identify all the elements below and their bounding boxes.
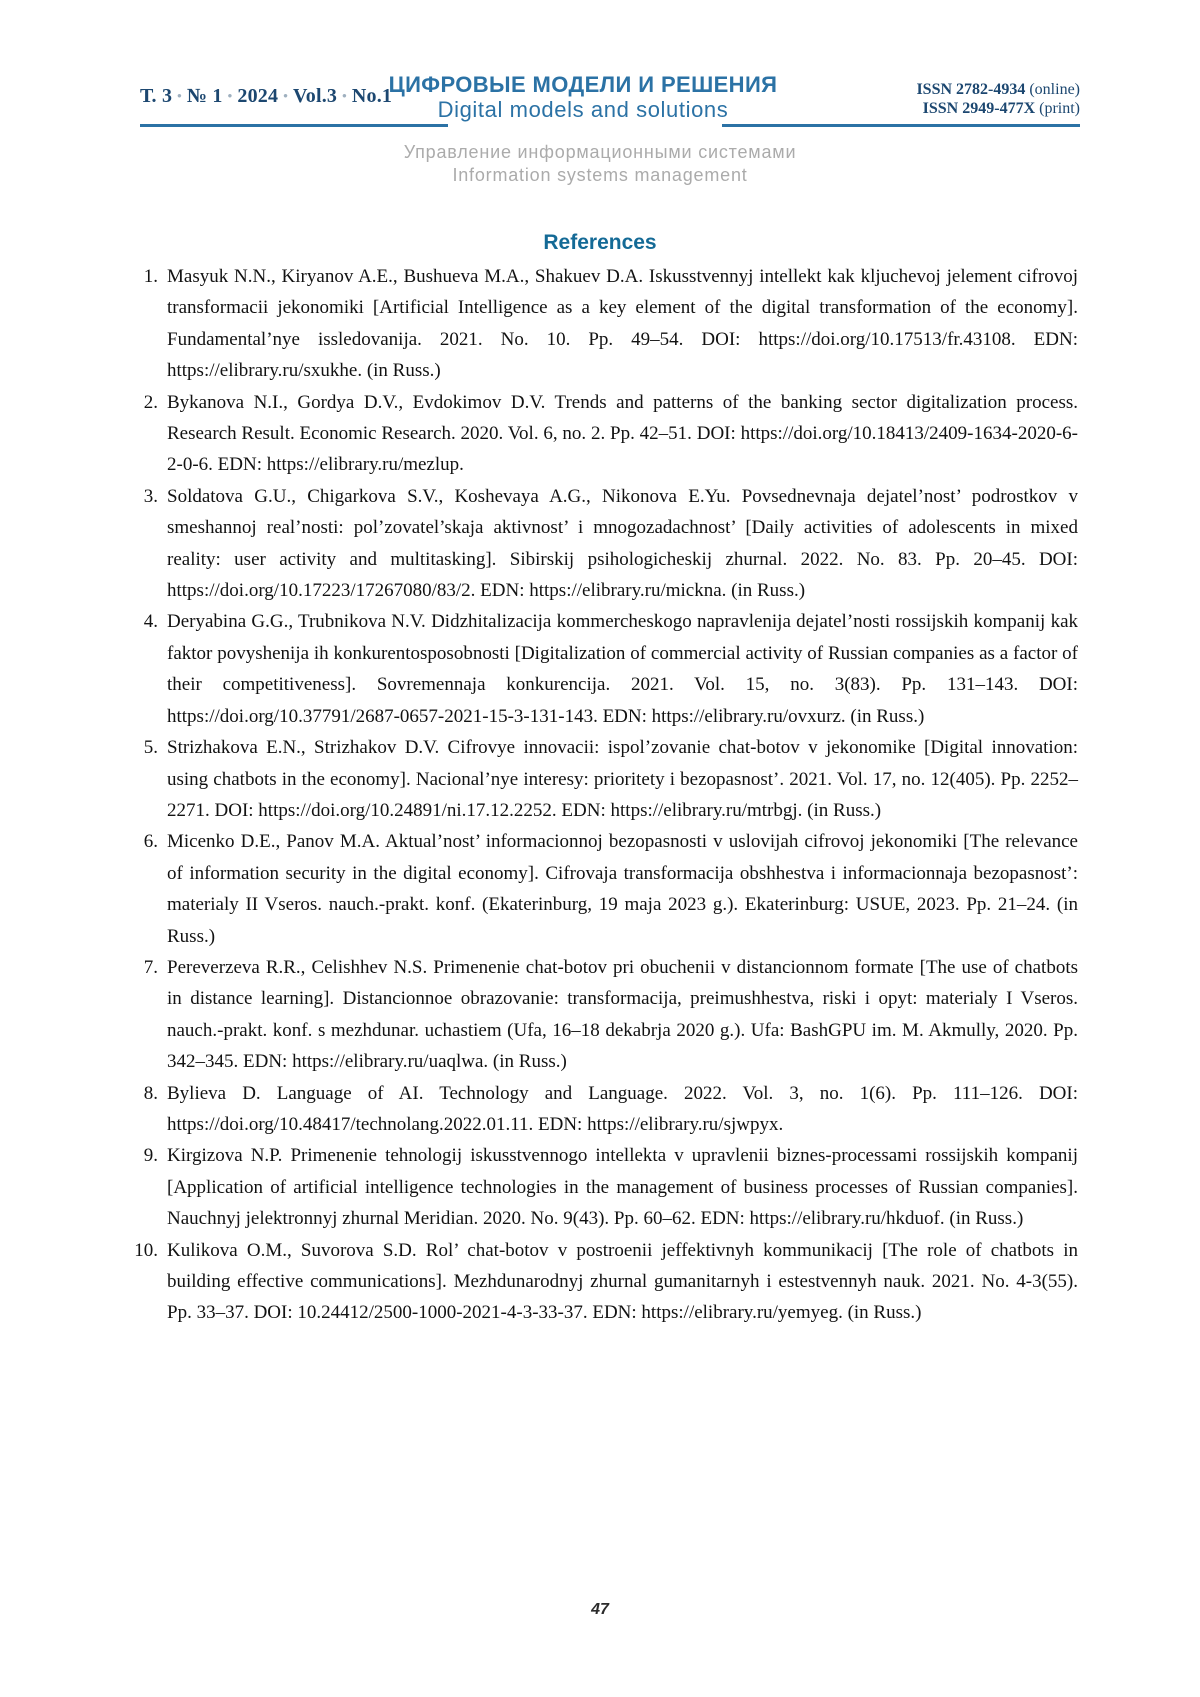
journal-title-russian: ЦИФРОВЫЕ МОДЕЛИ И РЕШЕНИЯ: [388, 72, 778, 97]
issn-online: [916, 80, 1080, 99]
issn-online-suffix: (online): [1029, 81, 1080, 98]
reference-item: [130, 606, 1078, 732]
volume-issue-line: [140, 85, 392, 108]
reference-item: [130, 826, 1078, 952]
reference-item: [130, 1078, 1078, 1141]
reference-item: [130, 387, 1078, 481]
journal-logo: [383, 72, 783, 123]
reference-item: [130, 1140, 1078, 1234]
reference-item: [130, 952, 1078, 1078]
reference-text: Bylieva D. Language of AI. Technology and Language. 2022. Vol. 3, no. 1(6). Pp. 111–126. DOI: https://doi.org/10.48417/technolang.2022.01.11. EDN: https://elibrary.ru/sjwpyx.: [167, 1082, 1078, 1135]
section-label: [0, 141, 1200, 187]
issue-en: No.1: [351, 85, 393, 107]
reference-item: [130, 261, 1078, 387]
separator-dot: •: [283, 88, 288, 103]
separator-dot: •: [342, 88, 347, 103]
separator-dot: •: [227, 88, 233, 103]
reference-text: Kirgizova N.P. Primenenie tehnologij iskusstvennogo intellekta v upravlenii biznes-processami rossijskih kompanij [Application of artificial intelligence technologies in the management of business processes of Russian companies]. Nauchnyj jelektronnyj zhurnal Meridian. 2020. No. 9(43). Pp. 60–62. EDN: https://elibrary.ru/hkduof. (in Russ.): [167, 1145, 1078, 1230]
issn-print-suffix: (print): [1039, 100, 1080, 117]
reference-text: Soldatova G.U., Chigarkova S.V., Koshevaya A.G., Nikonova E.Yu. Povsednevnaja dejatel’nost’ podrostkov v smeshannoj real’nosti: pol’zovatel’skaja aktivnost’ i mnogozadachnost’ [Daily activities of adolescents in mixed reality: user activity and multitasking]. Sibirskij psihologicheskij zhurnal. 2022. No. 83. Pp. 20–45. DOI: https://doi.org/10.17223/17267080/83/2. EDN: https://elibrary.ru/mickna. (in Russ.): [167, 485, 1078, 602]
reference-text: Pereverzeva R.R., Celishhev N.S. Primenenie chat-botov pri obuchenii v distancionnom formate [The use of chatbots in distance learning]. Distancionnoe obrazovanie: transformacija, preimushhestva, riski i opyt: materialy I Vseros. nauch.-prakt. konf. s mezhdunar. uchastiem (Ufa, 16–18 dekabrja 2020 g.). Ufa: BashGPU im. M. Akmully, 2020. Pp. 342–345. EDN: https://elibrary.ru/uaqlwa. (in Russ.): [167, 956, 1078, 1073]
volume-en: Vol.3: [292, 85, 338, 107]
issn-online-number: ISSN 2782-4934: [916, 81, 1026, 98]
volume-ru: Т. 3: [140, 85, 173, 107]
header-rule-left: [140, 124, 448, 127]
separator-dot: •: [177, 88, 182, 103]
reference-text: Deryabina G.G., Trubnikova N.V. Didzhitalizacija kommercheskogo napravlenija dejatel’nosti rossijskih kompanij kak faktor povyshenija ih konkurentosposobnosti [Digitalization of commercial activity of Russian companies as a factor of their competitiveness]. Sovremennaja konkurencija. 2021. Vol. 15, no. 3(83). Pp. 131–143. DOI: https://doi.org/10.37791/2687-0657-2021-15-3-131-143. EDN: https://elibrary.ru/ovxurz. (in Russ.): [167, 611, 1078, 727]
references-list: [130, 261, 1078, 1329]
section-label-english: Information systems management: [452, 165, 748, 185]
reference-text: Bykanova N.I., Gordya D.V., Evdokimov D.V. Trends and patterns of the banking sector digitalization process. Research Result. Economic Research. 2020. Vol. 6, no. 2. Pp. 42–51. DOI: https://doi.org/10.18413/2409-1634-2020-6-2-0-6. EDN: https://elibrary.ru/mezlup.: [167, 391, 1078, 476]
reference-text: Kulikova O.M., Suvorova S.D. Rol’ chat-botov v postroenii jeffektivnyh kommunikacij [The role of chatbots in building effective communications]. Mezhdunarodnyj zhurnal gumanitarnyh i estestvennyh nauk. 2021. No. 4-3(55). Pp. 33–37. DOI: 10.24412/2500-1000-2021-4-3-33-37. EDN: https://elibrary.ru/yemyeg. (in Russ.): [167, 1239, 1078, 1324]
reference-text: Micenko D.E., Panov M.A. Aktual’nost’ informacionnoj bezopasnosti v uslovijah cifrovoj jekonomiki [The relevance of information security in the digital economy]. Cifrovaja transformacija obshhestva i informacionnaja bezopasnost’: materialy II Vseros. nauch.-prakt. konf. (Ekaterinburg, 19 maja 2023 g.). Ekaterinburg: USUE, 2023. Pp. 21–24. (in Russ.): [167, 831, 1078, 947]
references-heading: References: [543, 231, 657, 254]
reference-text: Strizhakova E.N., Strizhakov D.V. Cifrovye innovacii: ispol’zovanie chat-botov v jekonomike [Digital innovation: using chatbots in the economy]. Nacional’nye interesy: prioritety i bezopasnost’. 2021. Vol. 17, no. 12(405). Pp. 2252–2271. DOI: https://doi.org/10.24891/ni.17.12.2252. EDN: https://elibrary.ru/mtrbgj. (in Russ.): [167, 737, 1078, 821]
header-rule-right: [722, 124, 1080, 127]
journal-title-english: Digital models and solutions: [437, 97, 729, 122]
year: 2024: [237, 85, 279, 107]
reference-text: Masyuk N.N., Kiryanov A.E., Bushueva M.A., Shakuev D.A. Iskusstvennyj intellekt kak kljuchevoj jelement cifrovoj transformacii jekonomiki [Artificial Intelligence as a key element of the digital transformation of the economy]. Fundamental’nye issledovanija. 2021. No. 10. Pp. 49–54. DOI: https://doi.org/10.17513/fr.43108. EDN: https://elibrary.ru/sxukhe. (in Russ.): [167, 266, 1078, 382]
page-number: 47: [591, 1601, 609, 1618]
reference-item: [130, 1235, 1078, 1329]
reference-item: [130, 732, 1078, 826]
issn-print-number: ISSN 2949-477X: [922, 100, 1036, 117]
issn-print: [916, 99, 1080, 118]
section-label-russian: Управление информационными системами: [403, 142, 797, 162]
issue-ru: № 1: [186, 85, 223, 107]
reference-item: [130, 481, 1078, 607]
issn-block: [916, 80, 1080, 118]
